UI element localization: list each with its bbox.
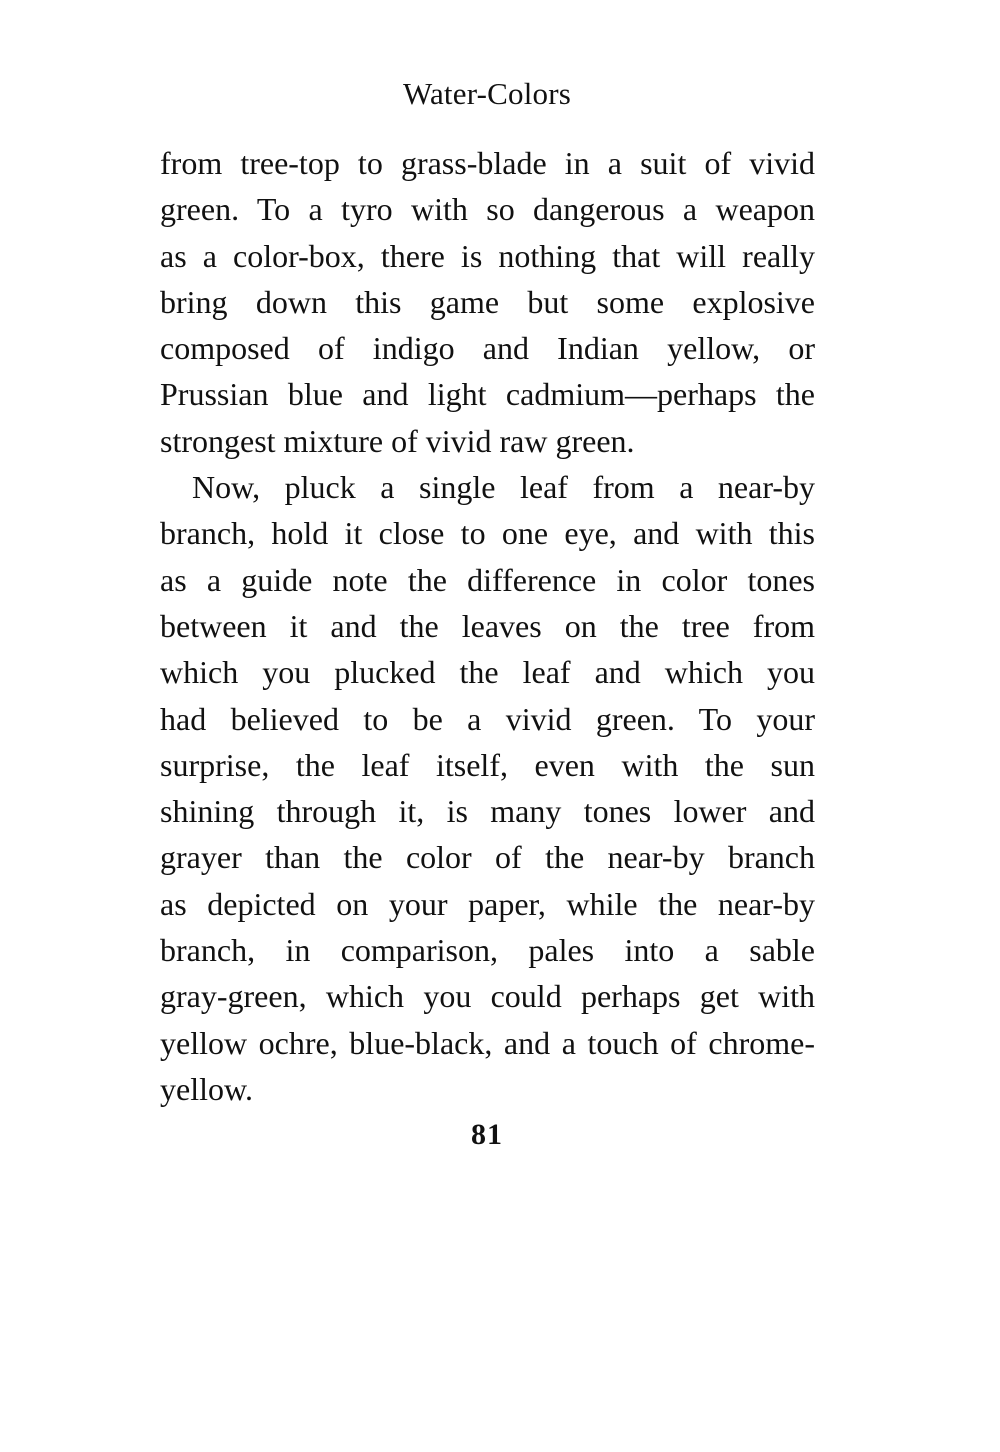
text-line: composed of indigo and Indian yellow, or [160,330,815,367]
text-line: which you plucked the leaf and which you [160,654,815,691]
text-line: branch, in comparison, pales into a sable [160,932,815,969]
text-line: yellow ochre, blue-black, and a touch of chrome- [160,1024,815,1061]
body-text [160,140,815,1112]
page-number: 81 [471,1118,503,1151]
text-line: as depicted on your paper, while the near-by [160,885,815,922]
text-line: between it and the leaves on the tree from [160,607,815,644]
text-line: bring down this game but some explosive [160,283,815,320]
text-line: strongest mixture of vivid raw green. [160,422,635,459]
text-line: green. To a tyro with so dangerous a weapon [160,191,815,228]
text-line: grayer than the color of the near-by branch [160,839,815,876]
text-line: Prussian blue and light cadmium—perhaps the [160,376,815,413]
text-line: shining through it, is many tones lower and [160,793,815,830]
text-line: yellow. [160,1070,254,1107]
text-line: from tree-top to grass-blade in a suit of vivid [160,145,815,181]
running-head: Water-Colors [402,76,571,111]
text-line: as a guide note the difference in color tones [160,561,815,598]
text-line: gray-green, which you could perhaps get with [160,978,815,1015]
text-line: surprise, the leaf itself, even with the sun [160,746,815,783]
text-line: Now, pluck a single leaf from a near-by [192,469,815,506]
text-line: as a color-box, there is nothing that will really [160,237,815,274]
text-line: branch, hold it close to one eye, and with this [160,515,815,552]
text-line: had believed to be a vivid green. To your [160,700,815,737]
